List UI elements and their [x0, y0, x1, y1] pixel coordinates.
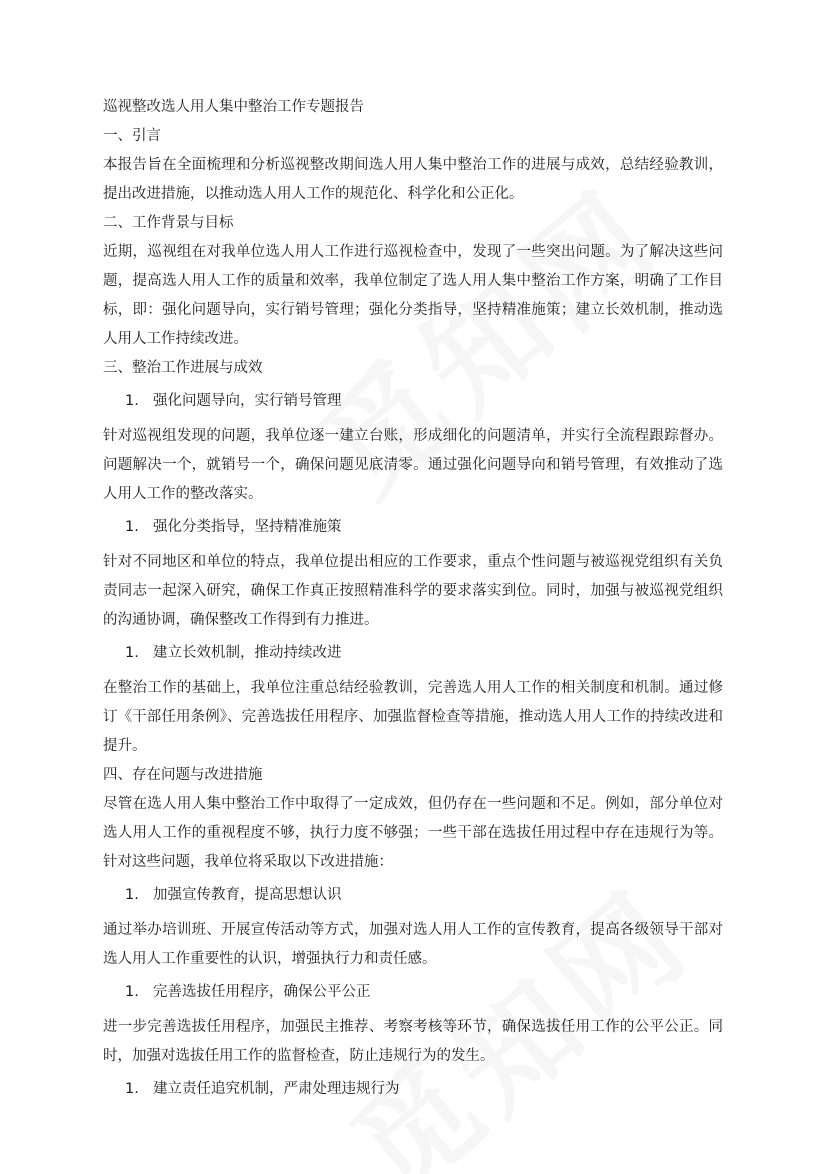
list-item-heading [103, 978, 723, 1007]
paragraph-text: 针对巡视组发现的问题，我单位逐一建立台账，形成细化的问题清单，并实行全流程跟踪督办。问题解决一个，就销号一个，确保问题见底清零。通过强化问题导向和销号管理，有效推动了选人用人工作的整改落实。 [103, 428, 723, 502]
list-item-title: 完善选拔任用程序，确保公平公正 [153, 984, 371, 1000]
list-number: 1. [125, 393, 139, 409]
list-item-title: 建立长效机制，推动持续改进 [153, 645, 342, 661]
list-item-title: 强化分类指导，坚持精准施策 [153, 519, 342, 535]
paragraph-text: 通过举办培训班、开展宣传活动等方式，加强对选人用人工作的宣传教育，提高各级领导干部对选人用人工作重要性的认识，增强执行力和责任感。 [103, 922, 723, 967]
list-item-heading [103, 513, 723, 542]
list-item-title: 加强宣传教育，提高思想认识 [153, 887, 342, 903]
document-body [103, 93, 723, 1110]
list-item-heading [103, 881, 723, 910]
paragraph [103, 1013, 723, 1071]
list-number: 1. [125, 519, 139, 535]
list-item-heading [103, 1075, 723, 1104]
paragraph [103, 790, 723, 877]
section-heading: 二、工作背景与目标 [103, 215, 234, 231]
document-title: 巡视整改选人用人集中整治工作专题报告 [103, 99, 364, 115]
paragraph [103, 422, 723, 509]
paragraph-text: 本报告旨在全面梳理和分析巡视整改期间选人用人集中整治工作的进展与成效，总结经验教训，提出改进措施，以推动选人用人工作的规范化、科学化和公正化。 [103, 157, 723, 202]
paragraph [103, 548, 723, 635]
list-number: 1. [125, 1081, 139, 1097]
paragraph [103, 674, 723, 761]
list-number: 1. [125, 887, 139, 903]
list-item-title: 强化问题导向，实行销号管理 [153, 393, 342, 409]
paragraph-text: 针对不同地区和单位的特点，我单位提出相应的工作要求，重点个性问题与被巡视党组织有关负责同志一起深入研究，确保工作真正按照精准科学的要求落实到位。同时，加强与被巡视党组织的沟通协调，确保整改工作得到有力推进。 [103, 554, 723, 628]
list-number: 1. [125, 645, 139, 661]
list-item-heading [103, 387, 723, 416]
section-heading: 三、整治工作进展与成效 [103, 360, 263, 376]
paragraph-text: 进一步完善选拔任用程序，加强民主推荐、考察考核等环节，确保选拔任用工作的公平公正。同时，加强对选拔任用工作的监督检查，防止违规行为的发生。 [103, 1019, 723, 1064]
section-heading: 一、引言 [103, 128, 161, 144]
paragraph-text: 尽管在选人用人集中整治工作中取得了一定成效，但仍存在一些问题和不足。例如，部分单位对选人用人工作的重视程度不够，执行力度不够强；一些干部在选拔任用过程中存在违规行为等。针对这些问题，我单位将采取以下改进措施： [103, 796, 723, 870]
list-number: 1. [125, 984, 139, 1000]
paragraph-text: 近期，巡视组在对我单位选人用人工作进行巡视检查中，发现了一些突出问题。为了解决这些问题，提高选人用人工作的质量和效率，我单位制定了选人用人集中整治工作方案，明确了工作目标，即：强化问题导向，实行销号管理；强化分类指导，坚持精准施策；建立长效机制，推动选人用人工作持续改进。 [103, 244, 723, 347]
section-heading: 四、存在问题与改进措施 [103, 767, 263, 783]
paragraph [103, 238, 723, 354]
list-item-title: 建立责任追究机制，严肃处理违规行为 [153, 1081, 400, 1097]
list-item-heading [103, 639, 723, 668]
paragraph [103, 151, 723, 209]
paragraph [103, 916, 723, 974]
paragraph-text: 在整治工作的基础上，我单位注重总结经验教训，完善选人用人工作的相关制度和机制。通过修订《干部任用条例》、完善选拔任用程序、加强监督检查等措施，推动选人用人工作的持续改进和提升。 [103, 680, 723, 754]
